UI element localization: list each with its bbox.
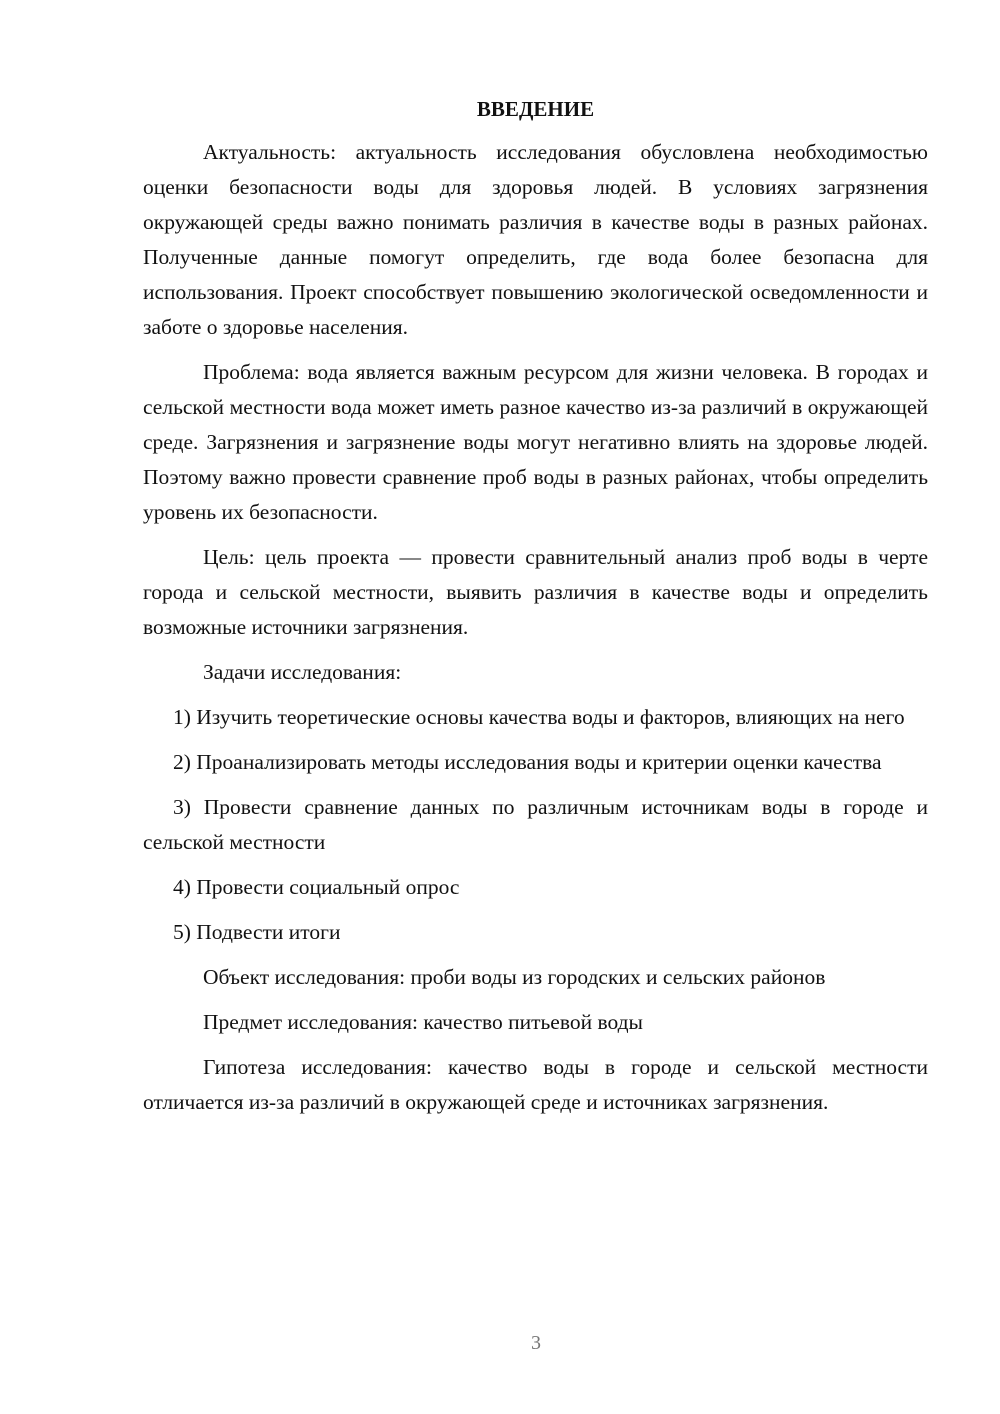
tasks-heading: Задачи исследования: xyxy=(203,660,402,684)
task-item: 2) Проанализировать методы исследования воды и критерии оценки качества xyxy=(173,750,882,774)
page-number: 3 xyxy=(531,1332,541,1354)
page-title: ВВЕДЕНИЕ xyxy=(476,97,595,121)
task-item: 5) Подвести итоги xyxy=(173,920,341,944)
task-item: 1) Изучить теоретические основы качества воды и факторов, влияющих на него xyxy=(173,705,905,729)
relevance-paragraph: Актуальность: актуальность исследования обусловлена необходимостью оценки безопасности воды для здоровья людей. В условиях загрязнения окружающей среды важно понимать различия в качестве воды в разных районах. Полученные данные помогут определить, где вода более безопасна для использования. Проект способствует повышению экологической осведомленности и заботе о здоровье населения. xyxy=(143,140,928,339)
page-content xyxy=(143,92,928,1130)
object-line: Объект исследования: проби воды из городских и сельских районов xyxy=(203,965,826,989)
task-item: 4) Провести социальный опрос xyxy=(173,875,460,899)
hypothesis-paragraph: Гипотеза исследования: качество воды в городе и сельской местности отличается из-за различий в окружающей среде и источниках загрязнения. xyxy=(143,1055,928,1114)
subject-line: Предмет исследования: качество питьевой воды xyxy=(203,1010,643,1034)
task-item: 3) Провести сравнение данных по различным источникам воды в городе и сельской местности xyxy=(143,795,928,854)
tasks-list xyxy=(143,700,928,950)
goal-paragraph: Цель: цель проекта — провести сравнительный анализ проб воды в черте города и сельской местности, выявить различия в качестве воды и определить возможные источники загрязнения. xyxy=(143,545,928,639)
problem-paragraph: Проблема: вода является важным ресурсом для жизни человека. В городах и сельской местности вода может иметь разное качество из-за различий в окружающей среде. Загрязнения и загрязнение воды могут негативно влиять на здоровье людей. Поэтому важно провести сравнение проб воды в разных районах, чтобы определить уровень их безопасности. xyxy=(143,360,928,524)
